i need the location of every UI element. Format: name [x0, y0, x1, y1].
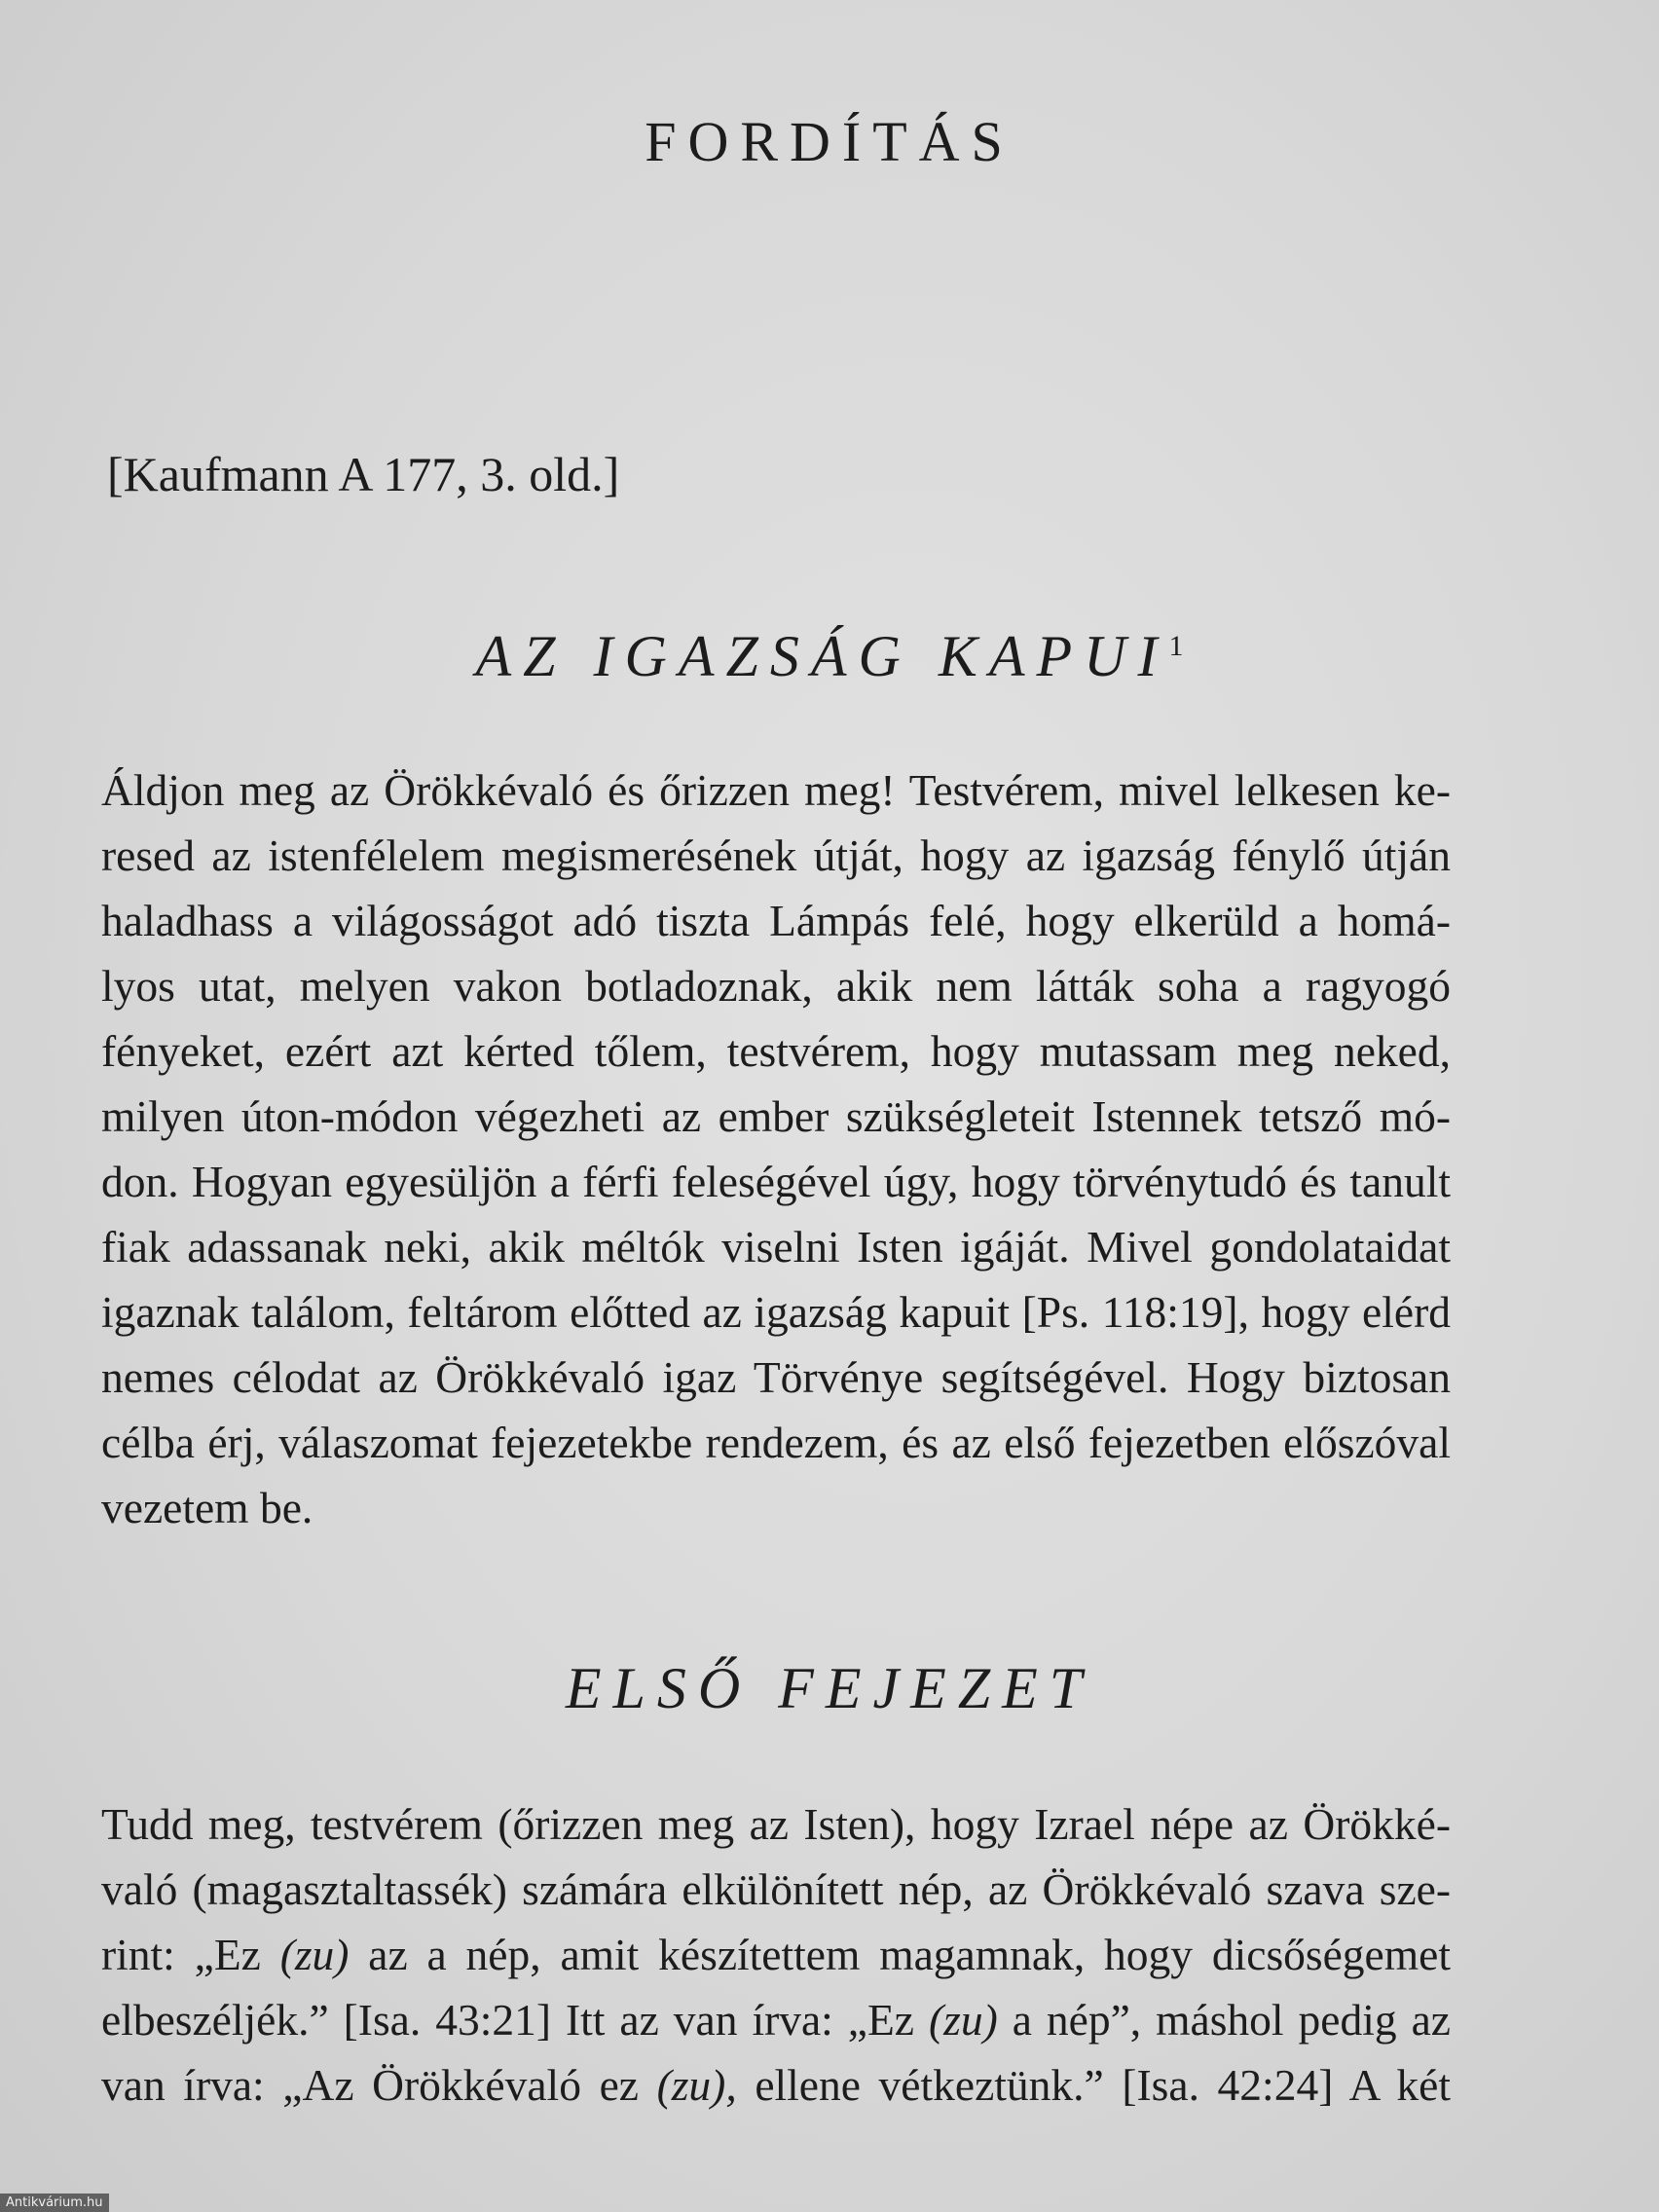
paragraph-line: való (magasztaltassék) számára elkülönített nép, az Örökkévaló szava sze-: [101, 1864, 1451, 1914]
paragraph-line: [101, 2052, 1451, 2118]
paragraph-line: igaznak találom, feltárom előtted az igazság kapuit [Ps. 118:19], hogy elérd: [101, 1287, 1451, 1337]
section-heading-igazsag-kapui: [0, 623, 1659, 690]
paragraph-line: fényeket, ezért azt kérted tőlem, testvérem, hogy mutassam meg neked,: [101, 1026, 1451, 1076]
intro-paragraph: [101, 757, 1451, 1540]
paragraph-line: nemes célodat az Örökkévaló igaz Törvénye segítségével. Hogy biztosan: [101, 1352, 1451, 1402]
paragraph-line: célba érj, válaszomat fejezetekbe rendezem, és az első fejezetben előszóval: [101, 1418, 1451, 1467]
italic-word: (zu): [279, 1930, 350, 1979]
paragraph-line: Tudd meg, testvérem (őrizzen meg az Isten), hogy Izrael népe az Örökké-: [101, 1799, 1451, 1849]
page-title: FORDÍTÁS: [645, 110, 1014, 173]
footnote-marker: 1: [1168, 630, 1184, 662]
paragraph-line: [101, 1922, 1451, 1987]
paragraph-line: [101, 1987, 1451, 2052]
line-text: ellene vétkeztünk.” [Isa. 42:24] A két: [736, 2060, 1451, 2110]
line-text: a nép”, máshol pedig az: [997, 1995, 1451, 2045]
paragraph-line: milyen úton-módon végezheti az ember szükségleteit Istennek tetsző mó-: [101, 1091, 1451, 1141]
line-text: az a nép, amit készítettem magamnak, hogy dicsőségemet: [349, 1930, 1451, 1979]
paragraph-line: resed az istenfélelem megismerésének útját, hogy az igazság fénylő útján: [101, 830, 1451, 880]
italic-word: (zu): [928, 1995, 998, 2045]
line-text: van írva: „Az Örökkévaló ez: [101, 2060, 657, 2110]
paragraph-line: haladhass a világosságot adó tiszta Lámpás felé, hogy elkerüld a homá-: [101, 896, 1451, 945]
line-text: elbeszéljék.” [Isa. 43:21] Itt az van írva: „Ez: [101, 1995, 929, 2045]
paragraph-line: Áldjon meg az Örökkévaló és őrizzen meg! Testvérem, mivel lelkesen ke-: [101, 765, 1451, 815]
paragraph-line: lyos utat, melyen vakon botladoznak, akik nem látták soha a ragyogó: [101, 961, 1451, 1011]
line-text: rint: „Ez: [101, 1930, 280, 1979]
italic-word: (zu),: [656, 2060, 737, 2110]
paragraph-line: vezetem be.: [101, 1483, 313, 1532]
paragraph-line: fiak adassanak neki, akik méltók viselni Isten igáját. Mivel gondolataidat: [101, 1222, 1451, 1272]
section-heading-text: AZ IGAZSÁG KAPUI: [475, 624, 1169, 688]
section-heading-elso-fejezet: ELSŐ FEJEZET: [565, 1656, 1094, 1720]
watermark: Antikvárium.hu: [0, 2194, 109, 2212]
paragraph-line: don. Hogyan egyesüljön a férfi feleségével úgy, hogy törvénytudó és tanult: [101, 1157, 1451, 1206]
source-reference: [Kaufmann A 177, 3. old.]: [107, 447, 620, 501]
chapter-one-paragraph: [101, 1791, 1451, 2118]
